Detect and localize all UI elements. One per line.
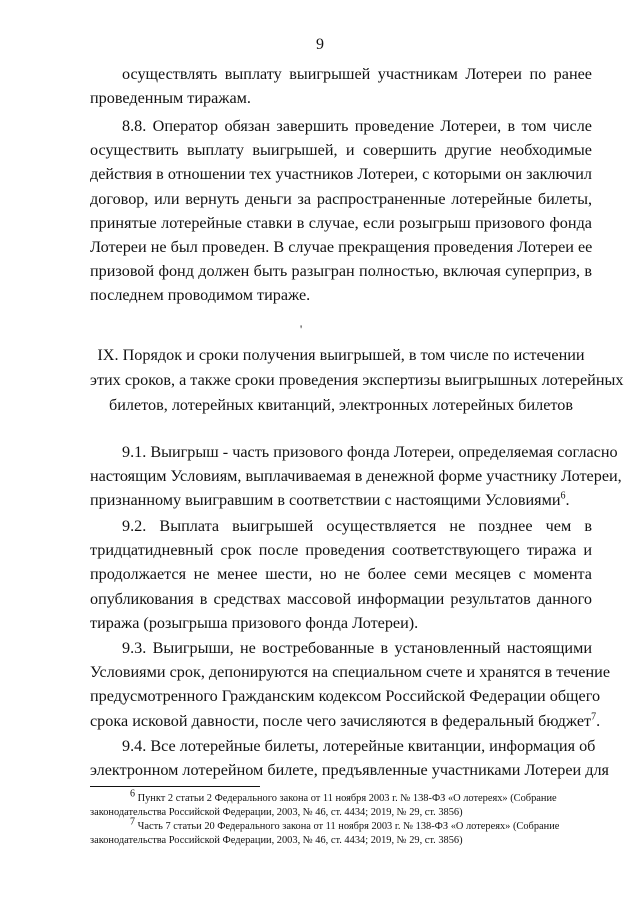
text-line: последнем проводимом тираже.	[90, 286, 311, 305]
text-line: опубликования в средствах массовой информации результатов данного	[90, 589, 592, 608]
paragraph-9-2	[90, 514, 592, 635]
page-number: 9	[316, 36, 324, 53]
footnote-mark: 6	[130, 788, 135, 800]
heading-line: билетов, лотерейных квитанций, электронных лотерейных билетов	[108, 396, 574, 414]
footnote-text: Часть 7 статьи 20 Федерального закона от 11 ноября 2003 г. № 138-ФЗ «О лотереях» (Собрание	[137, 821, 560, 832]
text-line: принятые лотерейные ставки в случае, если розыгрыш призового фонда	[90, 213, 592, 232]
text-line: Лотереи не был проведен. В случае прекращения проведения Лотереи ее	[90, 238, 593, 257]
text-line	[90, 488, 592, 512]
paragraph-9-3	[90, 636, 611, 733]
text-line: 9.1. Выигрыш - часть призового фонда Лотереи, определяемая согласно	[122, 443, 618, 461]
text-line	[90, 709, 601, 733]
text-fragment: признанному выигравшим в соответствии с настоящими Условиями	[90, 491, 561, 510]
footnote-line: законодательства Российской Федерации, 2003, № 46, ст. 4434; 2019, № 29, ст. 3856)	[90, 835, 463, 846]
footnote-line	[90, 788, 592, 806]
text-line: осуществить выплату выигрышей, и совершить другие необходимые	[90, 141, 592, 160]
text-line: 9.3. Выигрыши, не востребованные в установленный настоящими	[122, 639, 592, 657]
text-line: тиража (розыгрыша призового фонда Лотереи).	[90, 613, 419, 632]
footnote-mark: 7	[130, 816, 135, 828]
footnote-separator	[90, 786, 260, 787]
text-line: действия в отношении тех участников Лотереи, с которыми он заключил	[90, 165, 592, 184]
text-line: предусмотренного Гражданским кодексом Российской Федерации общего	[90, 687, 601, 706]
heading-line: этих сроков, а также сроки проведения экспертизы выигрышных лотерейных	[90, 371, 624, 389]
footnote-ref: 7	[591, 711, 597, 723]
text-fragment: .	[565, 491, 570, 510]
text-line: настоящим Условиям, выплачиваемая в денежной форме участнику Лотереи,	[90, 467, 622, 486]
section-heading	[90, 343, 624, 418]
text-line: осуществлять выплату выигрышей участникам Лотереи по ранее	[122, 65, 592, 83]
text-line: продолжается не менее шести, но не более семи месяцев с момента	[90, 565, 592, 584]
text-line: Условиями срок, депонируются на специальном счете и хранятся в течение	[90, 663, 611, 682]
footnote-ref: 6	[560, 491, 566, 503]
footnote-text: Пункт 2 статьи 2 Федерального закона от 11 ноября 2003 г. № 138-ФЗ «О лотереях» (Собрание	[137, 793, 557, 804]
text-line: призовой фонд должен быть разыгран полностью, включая суперприз, в	[90, 262, 592, 281]
footnote-6	[90, 788, 592, 820]
text-line: договор, или вернуть деньги за распространенные лотерейные билеты,	[90, 189, 592, 208]
footnote-line: законодательства Российской Федерации, 2003, № 46, ст. 4434; 2019, № 29, ст. 3856)	[90, 807, 463, 818]
paragraph-8-8	[90, 114, 592, 308]
text-line: 8.8. Оператор обязан завершить проведение Лотереи, в том числе	[122, 117, 592, 135]
footnote-7	[90, 816, 592, 848]
paragraph-9-4	[90, 734, 609, 782]
text-fragment: срока исковой давности, после чего зачисляются в федеральный бюджет	[90, 711, 592, 730]
paragraph-9-1	[90, 440, 622, 513]
text-line: 9.4. Все лотерейные билеты, лотерейные квитанции, информация об	[122, 737, 596, 755]
text-fragment: .	[596, 711, 601, 730]
stray-mark: '	[300, 322, 303, 336]
footnote-line	[90, 816, 592, 834]
text-line: электронном лотерейном билете, предъявленные участниками Лотереи для	[90, 761, 609, 780]
text-line: тридцатидневный срок после проведения соответствующего тиража и	[90, 541, 592, 560]
heading-line: IX. Порядок и сроки получения выигрышей, в том числе по истечении	[97, 346, 585, 364]
text-line: 9.2. Выплата выигрышей осуществляется не позднее чем в	[122, 517, 592, 535]
paragraph-continuation	[90, 62, 592, 110]
text-line: проведенным тиражам.	[90, 89, 251, 108]
